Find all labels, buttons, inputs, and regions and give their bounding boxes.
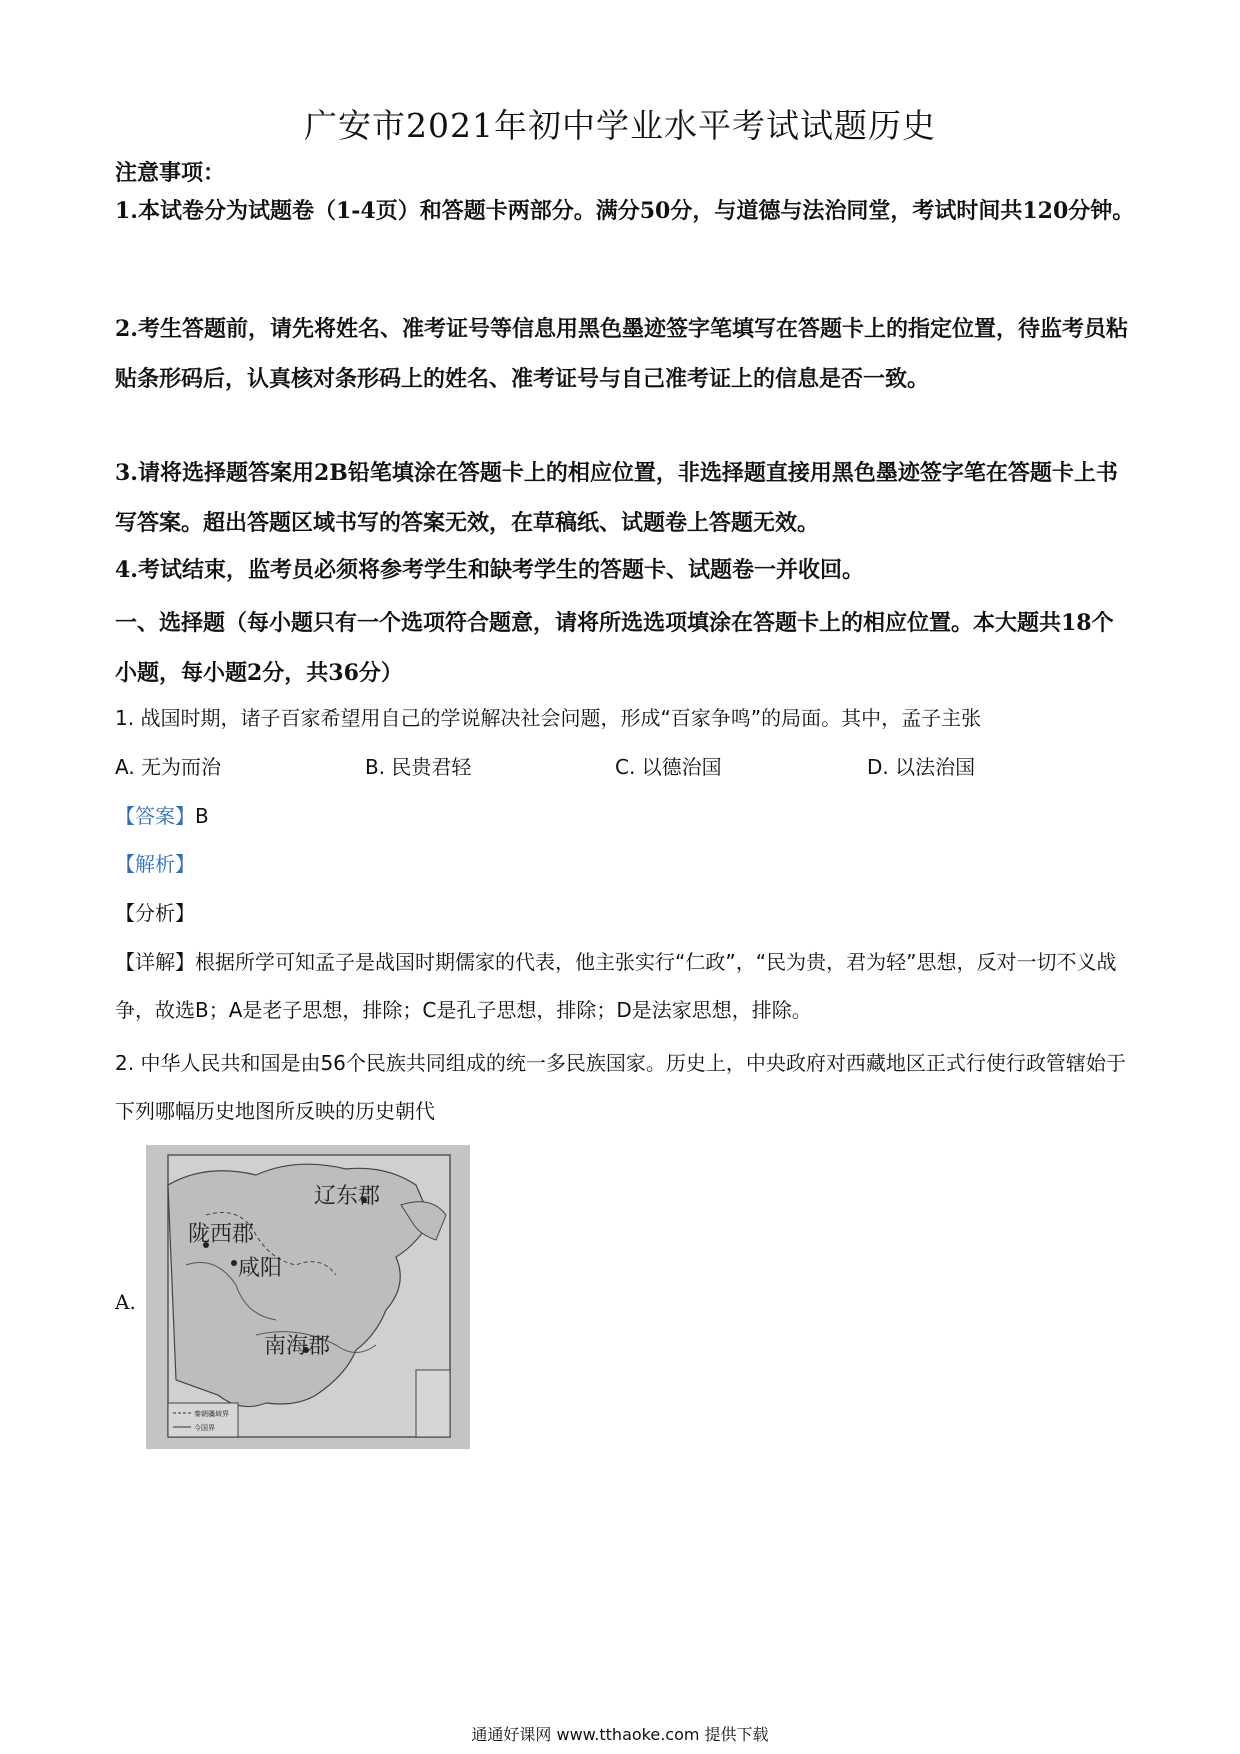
page-title: 广安市2021年初中学业水平考试试题历史 (304, 106, 936, 145)
qin-dynasty-map (146, 1145, 470, 1449)
question-2-stem: 2. 中华人民共和国是由56个民族共同组成的统一多民族国家。历史上，中央政府对西藏地区正式行使行政管辖始于下列哪幅历史地图所反映的历史朝代 (115, 1051, 1126, 1123)
option-a: A. 无为而治 (115, 755, 222, 779)
section-heading: 一、选择题（每小题只有一个选项符合题意，请将所选选项填涂在答题卡上的相应位置。本大题共18个小题，每小题2分，共36分） (115, 610, 1114, 686)
note-item: 1.本试卷分为试题卷（1-4页）和答题卡两部分。满分50分，与道德与法治同堂，考试时间共120分钟。 (115, 198, 1135, 224)
detail-tag: 【详解】 (115, 950, 195, 974)
option-d: D. 以法治国 (867, 755, 976, 779)
answer-line (115, 792, 1135, 840)
option-b: B. 民贵君轻 (365, 755, 472, 779)
question-1-options (115, 743, 1135, 791)
page-footer: 通通好课网 www.tthaoke.com 提供下载 (471, 1725, 769, 1744)
map-label-xianyang: 咸阳 (238, 1256, 283, 1281)
legend-item: 今国界 (194, 1424, 215, 1432)
fenxi-tag: 【分析】 (115, 901, 195, 925)
map-label-liaodong: 辽东郡 (314, 1184, 381, 1209)
legend-item: 秦朝疆域界 (194, 1410, 229, 1418)
option-c: C. 以德治国 (615, 755, 722, 779)
question-1-stem: 1. 战国时期，诸子百家希望用自己的学说解决社会问题，形成“百家争鸣”的局面。其中，孟子主张 (115, 706, 982, 730)
analysis-tag: 【解析】 (115, 852, 195, 876)
answer-tag: 【答案】 (115, 804, 195, 828)
notes-heading: 注意事项： (115, 160, 226, 186)
detail-paragraph (115, 938, 1135, 1034)
map-label-nanhai: 南海郡 (264, 1334, 331, 1359)
note-item: 2.考生答题前，请先将姓名、准考证号等信息用黑色墨迹签字笔填写在答题卡上的指定位置，待监考员粘贴条形码后，认真核对条形码上的姓名、准考证号与自己准考证上的信息是否一致。 (115, 316, 1128, 392)
detail-text: 根据所学可知孟子是战国时期儒家的代表，他主张实行“仁政”，“民为贵，君为轻”思想，反对一切不义战争，故选B；A是老子思想，排除；C是孔子思想，排除；D是法家思想，排除。 (115, 950, 1117, 1022)
map-label-longxi: 陇西郡 (188, 1222, 255, 1247)
note-item: 4.考试结束，监考员必须将参考学生和缺考学生的答题卡、试题卷一并收回。 (115, 557, 864, 583)
note-item: 3.请将选择题答案用2B铅笔填涂在答题卡上的相应位置，非选择题直接用黑色墨迹签字笔在答题卡上书写答案。超出答题区域书写的答案无效，在草稿纸、试题卷上答题无效。 (115, 460, 1118, 536)
option-a-label: A. (115, 1290, 136, 1314)
answer-value: B (195, 804, 209, 828)
